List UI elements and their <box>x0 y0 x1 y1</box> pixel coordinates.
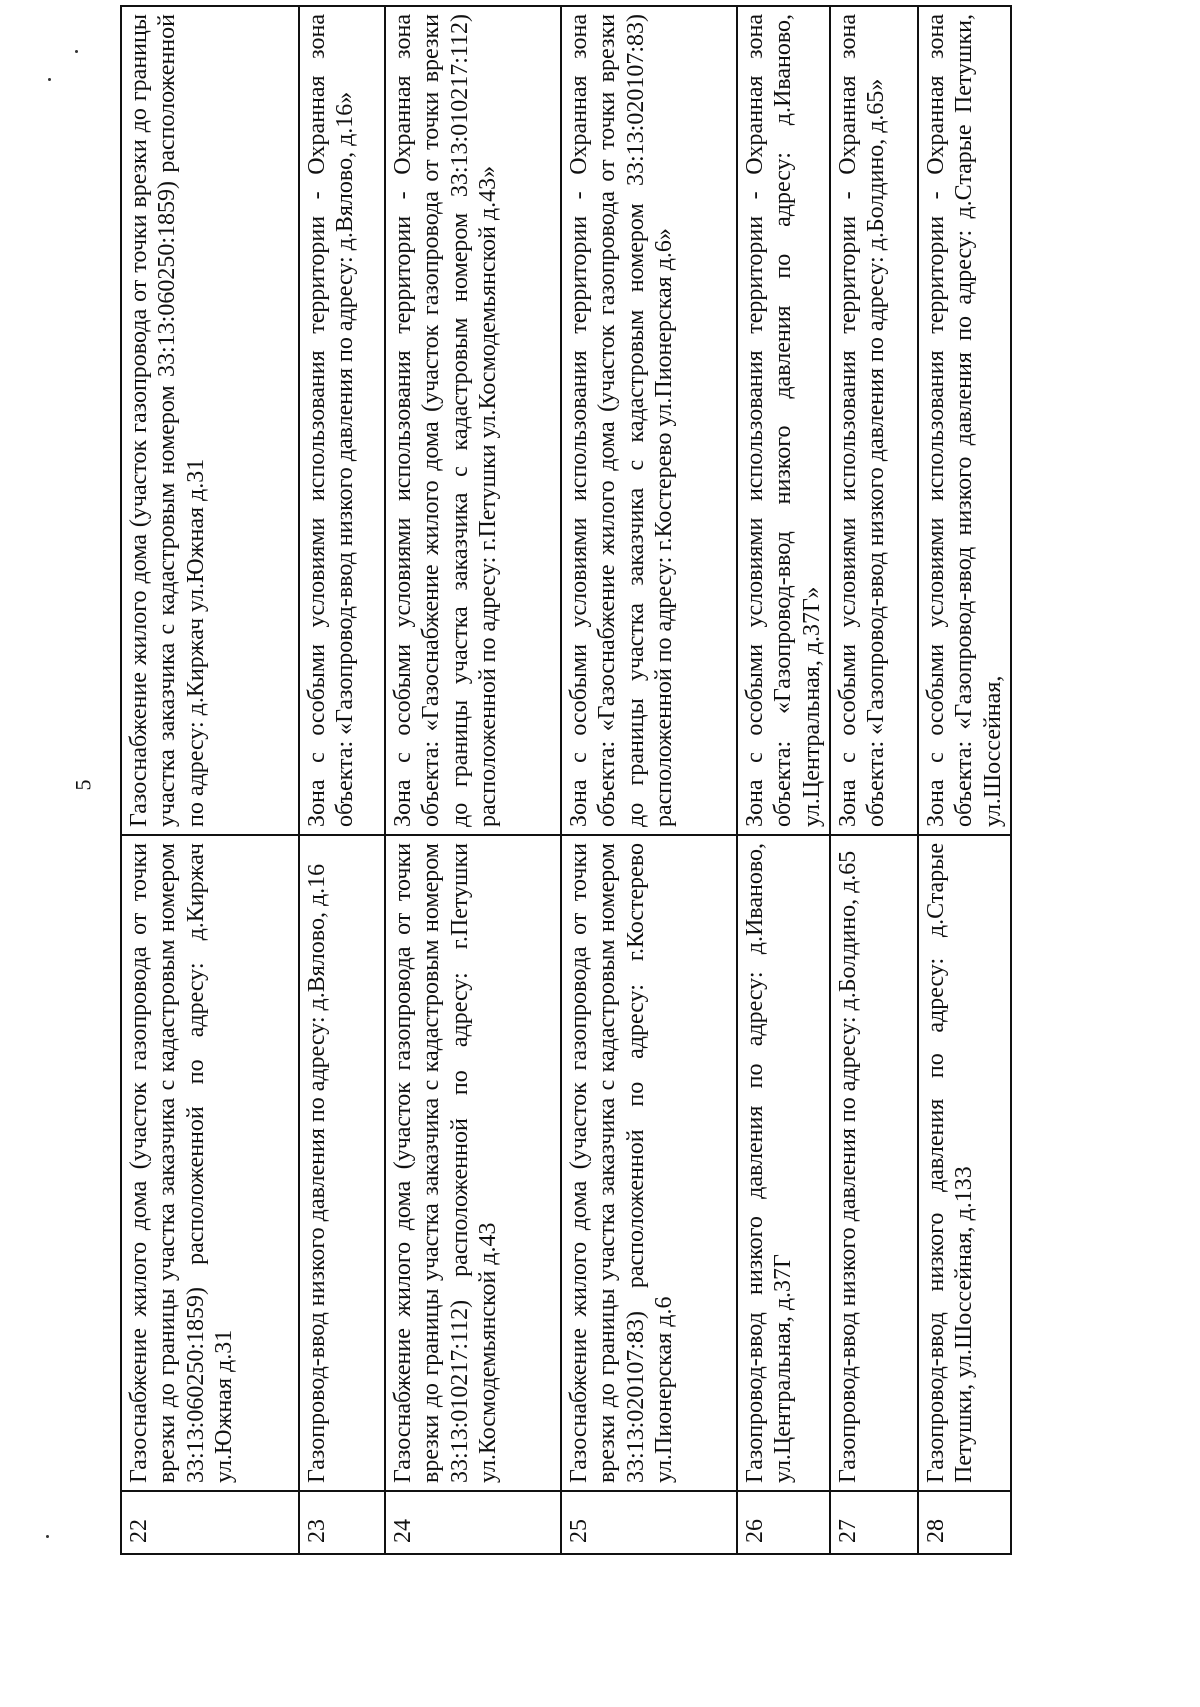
object-description: Газоснабжение жилого дома (участок газопровода от точки врезки до границы участка заказчика с кадастровым номером 33:13:010217:112) расположенной по адресу: г.Петушки ул.Космодемьянской д.43 <box>385 835 561 1491</box>
zone-description: Зона с особыми условиями использования территории - Охранная зона объекта: «Газопровод-ввод низкого давления по адресу: д.Болдино, д.65» <box>830 6 918 835</box>
table-row <box>830 6 918 1554</box>
zone-description: Зона с особыми условиями использования территории - Охранная зона объекта: «Газопровод-ввод низкого давления по адресу: д.Иваново, ул.Центральная, д.37Г» <box>737 6 830 835</box>
row-number: 25 <box>561 1491 737 1554</box>
object-description: Газоснабжение жилого дома (участок газопровода от точки врезки до границы участка заказчика с кадастровым номером 33:13:060250:1859) расположенной по адресу: д.Киржач ул.Южная д.31 <box>121 835 299 1491</box>
scan-speck <box>48 78 51 81</box>
object-description: Газопровод-ввод низкого давления по адресу: д.Болдино, д.65 <box>830 835 918 1491</box>
row-number: 22 <box>121 1491 299 1554</box>
table-row <box>385 6 561 1554</box>
row-number: 28 <box>918 1491 1011 1554</box>
row-number: 24 <box>385 1491 561 1554</box>
table-row <box>121 6 299 1554</box>
scan-speck <box>75 50 78 53</box>
zone-description: Зона с особыми условиями использования территории - Охранная зона объекта: «Газопровод-ввод низкого давления по адресу: д.Старые Петушки, ул.Шоссейная, <box>918 6 1011 835</box>
object-description: Газоснабжение жилого дома (участок газопровода от точки врезки до границы участка заказчика с кадастровым номером 33:13:020107:83) расположенной по адресу: г.Костерево ул.Пионерская д.6 <box>561 835 737 1491</box>
table-row <box>299 6 385 1554</box>
table-row <box>918 6 1011 1554</box>
page-number: 5 <box>70 779 96 791</box>
object-description: Газопровод-ввод низкого давления по адресу: д.Иваново, ул.Центральная, д.37Г <box>737 835 830 1491</box>
object-description: Газопровод-ввод низкого давления по адресу: д.Старые Петушки, ул.Шоссейная, д.133 <box>918 835 1011 1491</box>
row-number: 26 <box>737 1491 830 1554</box>
table-row <box>737 6 830 1554</box>
row-number: 23 <box>299 1491 385 1554</box>
zone-description: Зона с особыми условиями использования территории - Охранная зона объекта: «Газоснабжение жилого дома (участок газопровода от точки врезки до границы участка заказчика с кадастровым номером 33:13:010217:112) расположенной по адресу: г.Петушки ул.Космодемьянской д.43» <box>385 6 561 835</box>
zone-description: Газоснабжение жилого дома (участок газопровода от точки врезки до границы участка заказчика с кадастровым номером 33:13:060250:1859) расположенной по адресу: д.Киржач ул.Южная д.31 <box>121 6 299 835</box>
zone-description: Зона с особыми условиями использования территории - Охранная зона объекта: «Газоснабжение жилого дома (участок газопровода от точки врезки до границы участка заказчика с кадастровым номером 33:13:020107:83) расположенной по адресу: г.Костерево ул.Пионерская д.6» <box>561 6 737 835</box>
zones-table <box>120 5 1012 1555</box>
scan-speck <box>46 1535 49 1538</box>
row-number: 27 <box>830 1491 918 1554</box>
zone-description: Зона с особыми условиями использования территории - Охранная зона объекта: «Газопровод-ввод низкого давления по адресу: д.Вялово, д.16» <box>299 6 385 835</box>
document-table-container <box>120 5 1200 1555</box>
table-row <box>561 6 737 1554</box>
object-description: Газопровод-ввод низкого давления по адресу: д.Вялово, д.16 <box>299 835 385 1491</box>
